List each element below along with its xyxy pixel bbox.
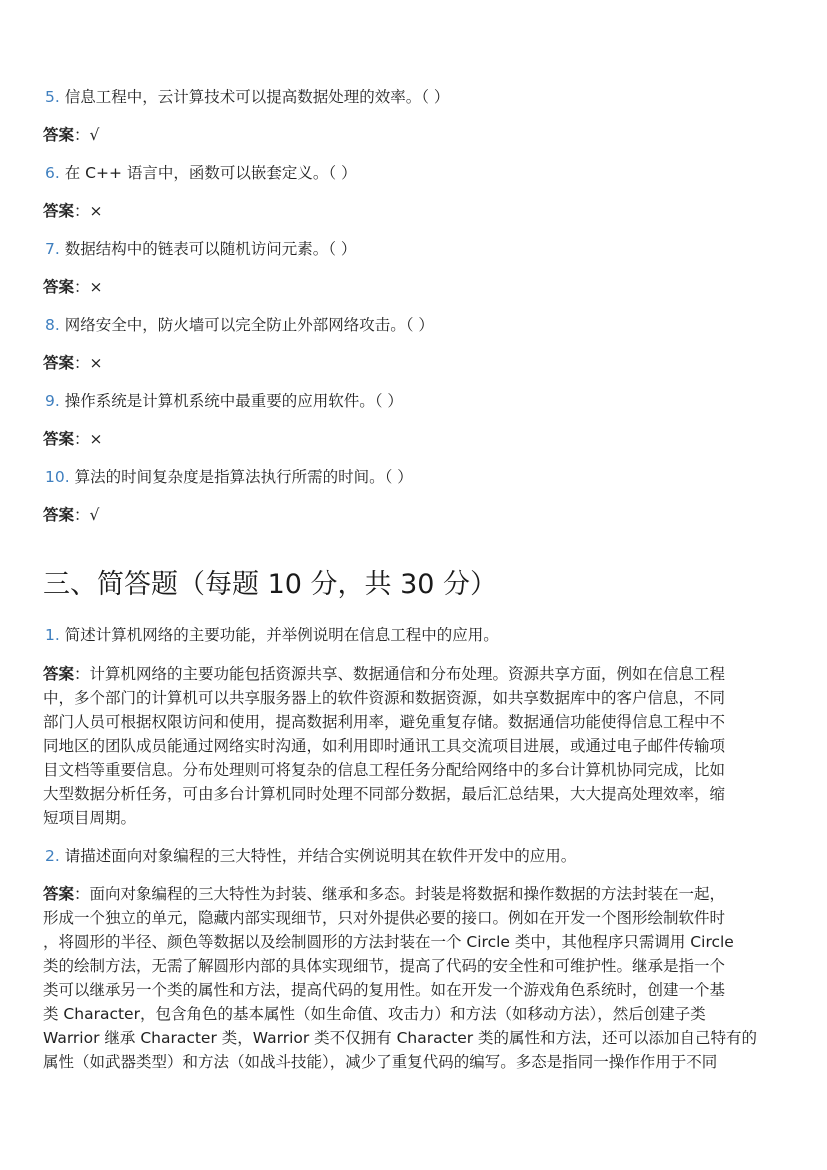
- question-number: 9.: [45, 392, 60, 410]
- answer-label: 答案: [43, 665, 75, 683]
- short-question-1: [45, 625, 499, 645]
- answer-sep: ：: [74, 278, 90, 296]
- question-number: 8.: [45, 316, 60, 334]
- answer-line: 部门人员可根据权限访问和使用，提高数据利用率，避免重复存储。数据通信功能使得信息工程中不: [43, 713, 726, 731]
- answer-line: 短项目周期。: [43, 809, 137, 827]
- answer-sep: ：: [74, 665, 90, 683]
- answer-sep: ：: [74, 885, 90, 903]
- answer-10: [43, 505, 99, 525]
- answer-9: [43, 429, 103, 449]
- question-8: [45, 315, 434, 335]
- question-number: 1.: [45, 626, 60, 644]
- answer-line: 目文档等重要信息。分布处理则可将复杂的信息工程任务分配给网络中的多台计算机协同完成，比如: [43, 761, 726, 779]
- answer-line: 大型数据分析任务，可由多台计算机同时处理不同部分数据，最后汇总结果，大大提高处理效率，缩: [43, 785, 726, 803]
- answer-label: 答案: [43, 354, 75, 372]
- answer-line: 中，多个部门的计算机可以共享服务器上的软件资源和数据资源，如共享数据库中的客户信息，不同: [43, 689, 726, 707]
- question-number: 5.: [45, 88, 60, 106]
- question-number: 6.: [45, 164, 60, 182]
- answer-value: ×: [89, 278, 103, 296]
- answer-line: [43, 882, 785, 906]
- answer-sep: ：: [74, 506, 90, 524]
- answer-sep: ：: [74, 202, 90, 220]
- short-answer-2: [43, 882, 785, 1074]
- question-text: 网络安全中，防火墙可以完全防止外部网络攻击。（ ）: [64, 316, 434, 334]
- question-text: 在 C++ 语言中，函数可以嵌套定义。（ ）: [64, 164, 357, 182]
- question-7: [45, 239, 356, 259]
- answer-5: [43, 125, 99, 145]
- answer-label: 答案: [43, 430, 75, 448]
- answer-value: ×: [89, 354, 103, 372]
- question-10: [45, 467, 413, 487]
- answer-label: 答案: [43, 126, 75, 144]
- answer-line: [43, 662, 785, 686]
- answer-8: [43, 353, 103, 373]
- answer-7: [43, 277, 103, 297]
- answer-sep: ：: [74, 126, 90, 144]
- question-text: 简述计算机网络的主要功能，并举例说明在信息工程中的应用。: [64, 626, 499, 644]
- answer-line: 类的绘制方法，无需了解圆形内部的具体实现细节，提高了代码的安全性和可维护性。继承是指一个: [43, 957, 726, 975]
- answer-label: 答案: [43, 202, 75, 220]
- short-question-2: [45, 846, 576, 866]
- question-number: 2.: [45, 847, 60, 865]
- answer-sep: ：: [74, 430, 90, 448]
- answer-line: ，将圆形的半径、颜色等数据以及绘制圆形的方法封装在一个 Circle 类中，其他程序只需调用 Circle: [43, 933, 734, 951]
- question-text: 操作系统是计算机系统中最重要的应用软件。（ ）: [64, 392, 403, 410]
- question-text: 请描述面向对象编程的三大特性，并结合实例说明其在软件开发中的应用。: [64, 847, 577, 865]
- answer-text: 面向对象编程的三大特性为封装、继承和多态。封装是将数据和操作数据的方法封装在一起，: [89, 885, 726, 903]
- question-number: 7.: [45, 240, 60, 258]
- answer-label: 答案: [43, 506, 75, 524]
- section-title: 三、简答题（每题 10 分，共 30 分）: [43, 569, 498, 600]
- answer-6: [43, 201, 103, 221]
- question-9: [45, 391, 403, 411]
- short-answer-1: [43, 662, 785, 830]
- question-number: 10.: [45, 468, 70, 486]
- answer-line: 同地区的团队成员能通过网络实时沟通，如利用即时通讯工具交流项目进展，或通过电子邮件传输项: [43, 737, 726, 755]
- answer-value: √: [89, 126, 100, 144]
- answer-text: 计算机网络的主要功能包括资源共享、数据通信和分布处理。资源共享方面，例如在信息工程: [89, 665, 726, 683]
- answer-label: 答案: [43, 278, 75, 296]
- question-5: [45, 87, 449, 107]
- question-6: [45, 163, 357, 183]
- question-text: 信息工程中，云计算技术可以提高数据处理的效率。（ ）: [64, 88, 450, 106]
- answer-value: ×: [89, 430, 103, 448]
- answer-line: 类 Character，包含角色的基本属性（如生命值、攻击力）和方法（如移动方法），然后创建子类: [43, 1005, 706, 1023]
- answer-line: 属性（如武器类型）和方法（如战斗技能），减少了重复代码的编写。多态是指同一操作作用于不同: [43, 1053, 718, 1071]
- answer-value: √: [89, 506, 100, 524]
- answer-line: Warrior 继承 Character 类，Warrior 类不仅拥有 Character 类的属性和方法，还可以添加自己特有的: [43, 1029, 758, 1047]
- answer-line: 类可以继承另一个类的属性和方法，提高代码的复用性。如在开发一个游戏角色系统时，创建一个基: [43, 981, 726, 999]
- question-text: 数据结构中的链表可以随机访问元素。（ ）: [64, 240, 357, 258]
- answer-line: 形成一个独立的单元，隐藏内部实现细节，只对外提供必要的接口。例如在开发一个图形绘制软件时: [43, 909, 726, 927]
- answer-sep: ：: [74, 354, 90, 372]
- answer-value: ×: [89, 202, 103, 220]
- question-text: 算法的时间复杂度是指算法执行所需的时间。（ ）: [74, 468, 413, 486]
- answer-label: 答案: [43, 885, 75, 903]
